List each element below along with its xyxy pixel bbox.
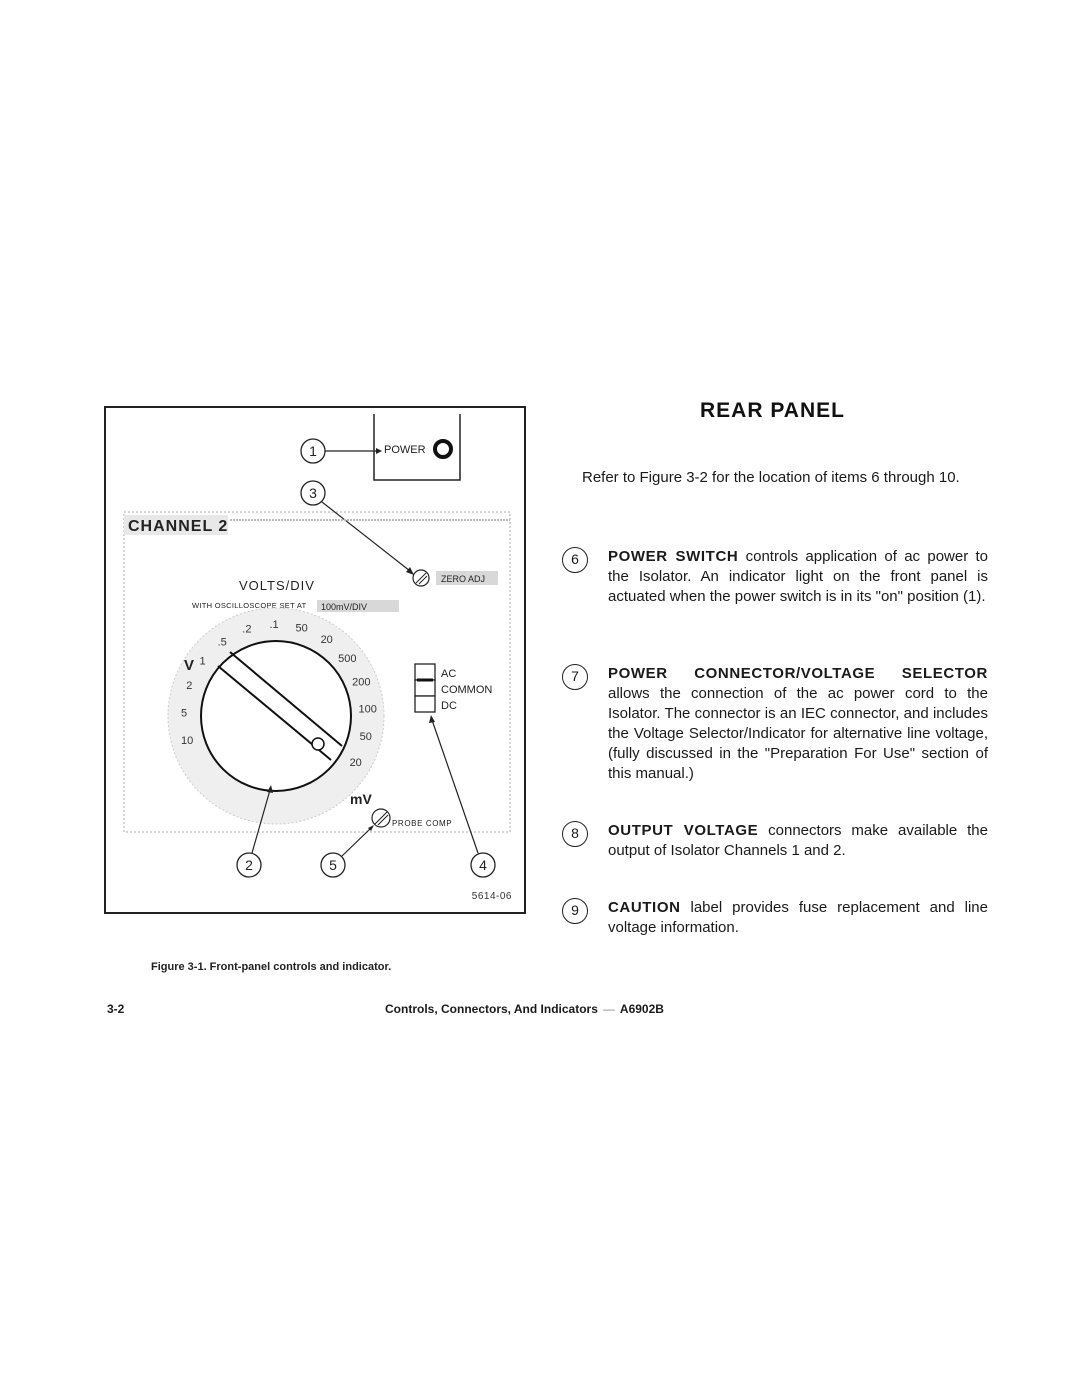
zero-adj-label: ZERO ADJ bbox=[441, 574, 486, 584]
switch-common-label: COMMON bbox=[441, 684, 493, 696]
dial-value-label: 5 bbox=[181, 707, 188, 720]
dial-value-label: 100 bbox=[358, 703, 377, 716]
dial-value-label: 10 bbox=[180, 734, 194, 747]
item-title: POWER SWITCH bbox=[608, 548, 739, 565]
dial-value-label: 50 bbox=[295, 622, 308, 635]
section-heading: REAR PANEL bbox=[700, 399, 845, 422]
probe-comp-label: PROBE COMP bbox=[392, 819, 453, 828]
power-indicator-icon bbox=[435, 441, 451, 457]
item-number: 9 bbox=[562, 898, 588, 924]
dial-value-label: .2 bbox=[242, 623, 252, 636]
front-panel-diagram bbox=[106, 408, 528, 916]
item-title: POWER CONNECTOR/VOLTAGE SELECTOR bbox=[608, 665, 988, 682]
section-intro: Refer to Figure 3-2 for the location of items 6 through 10. bbox=[582, 469, 960, 486]
callout-3-label: 3 bbox=[309, 485, 317, 501]
dial-value-label: 200 bbox=[352, 676, 371, 689]
item-description bbox=[608, 664, 988, 784]
item-body: connectors make available the output of Isolator Channels 1 and 2. bbox=[608, 822, 988, 859]
osc-setting: 100mV/DIV bbox=[321, 602, 368, 612]
osc-note: WITH OSCILLOSCOPE SET AT bbox=[192, 601, 307, 610]
dial-value-label: 500 bbox=[338, 652, 357, 665]
item-body: allows the connection of the ac power cord to the Isolator. The connector is an IEC connector, and includes the Voltage Selector/Indicator for alternative line voltage, (fully discussed in the "Preparation For Use" section of this manual.) bbox=[608, 685, 988, 782]
dial-value-label: 2 bbox=[186, 680, 193, 693]
callout-4-label: 4 bbox=[479, 857, 487, 873]
footer-title: Controls, Connectors, And Indicators bbox=[385, 1002, 598, 1016]
page-number: 3-2 bbox=[107, 1002, 125, 1016]
dial-value-label: 20 bbox=[349, 757, 362, 769]
dial-value-label: 1 bbox=[199, 655, 206, 668]
running-footer bbox=[385, 1002, 664, 1016]
callout-5-label: 5 bbox=[329, 857, 337, 873]
switch-dc-label: DC bbox=[441, 700, 457, 712]
item-title: CAUTION bbox=[608, 899, 681, 916]
footer-separator: — bbox=[602, 1002, 615, 1016]
item-description bbox=[608, 547, 988, 607]
mv-label: mV bbox=[350, 791, 372, 807]
item-number: 7 bbox=[562, 664, 588, 690]
front-panel-figure bbox=[104, 406, 526, 914]
callout-1-label: 1 bbox=[309, 443, 317, 459]
callout-2-label: 2 bbox=[245, 857, 253, 873]
dial-value-label: 20 bbox=[320, 634, 333, 647]
figure-number: 5614-06 bbox=[471, 891, 512, 902]
channel-label: CHANNEL 2 bbox=[128, 518, 229, 535]
item-body: label provides fuse replacement and line voltage information. bbox=[608, 899, 988, 936]
knob-pointer-dot bbox=[312, 738, 324, 750]
volts-div-label: VOLTS/DIV bbox=[239, 578, 315, 593]
power-label: POWER bbox=[384, 444, 426, 456]
item-description bbox=[608, 898, 988, 938]
v-label: V bbox=[184, 657, 195, 674]
volts-div-knob bbox=[201, 641, 351, 791]
item-number: 8 bbox=[562, 821, 588, 847]
item-description bbox=[608, 821, 988, 861]
dial-value-label: .1 bbox=[269, 619, 279, 631]
dial-value-label: 50 bbox=[359, 731, 372, 744]
dial-value-label: .5 bbox=[217, 636, 227, 649]
item-body: controls application of ac power to the Isolator. An indicator light on the front panel is actuated when the power switch is in its "on" position (1). bbox=[608, 548, 988, 605]
switch-ac-label: AC bbox=[441, 668, 457, 680]
figure-caption: Figure 3-1. Front-panel controls and indicator. bbox=[151, 961, 392, 973]
item-number: 6 bbox=[562, 547, 588, 573]
item-title: OUTPUT VOLTAGE bbox=[608, 822, 759, 839]
footer-model: A6902B bbox=[619, 1002, 664, 1016]
